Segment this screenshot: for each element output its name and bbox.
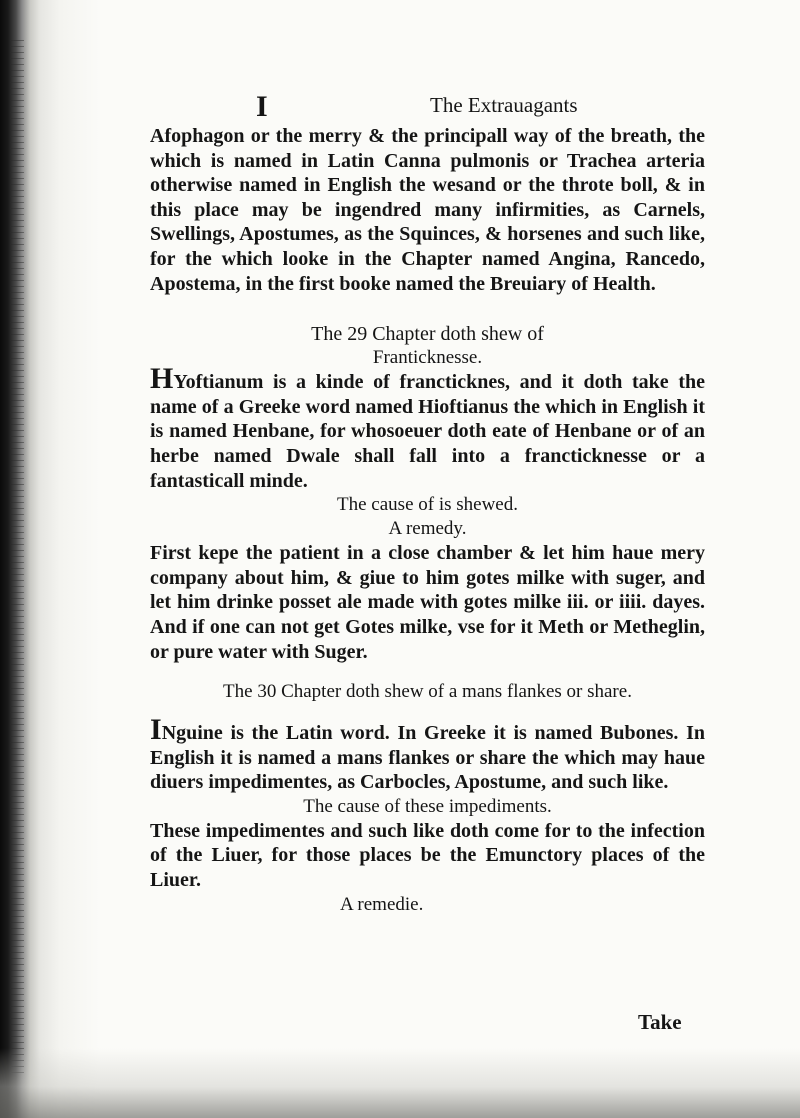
- binding-edge: [10, 40, 24, 1078]
- chapter-30-cause: The cause of these impediments.: [303, 795, 552, 817]
- chapter-30-remedy-label: A remedie.: [340, 893, 424, 915]
- catchword: Take: [638, 1010, 682, 1034]
- chapter-30-cause-body: These impedimentes and such like doth come for to the infection of the Liuer, for those places be the Emunctory places of the Liuer.: [150, 819, 705, 892]
- folio-number: I: [256, 90, 268, 123]
- book-gutter-shadow: [0, 0, 100, 1118]
- book-page: [150, 88, 770, 917]
- chapter-29-subheading: Franticknesse.: [372, 347, 483, 369]
- chapter-29-heading: The 29 Chapter doth shew of: [311, 323, 544, 346]
- paragraph-esophagus: Afophagon or the merry & the principall way of the breath, the which is named in Latin Canna pulmonis or Trachea arteria otherwise named in English the wesand or the throte boll, & in this place may be ingendred many infirmities, as Carnels, Swellings, Apostumes, as the Squinces, & horsenes and such like, for the which looke in the Chapter named Angina, Rancedo, Apostema, in the first booke named the Breuiary of Health.: [150, 125, 705, 295]
- page-bottom-shadow: [0, 1048, 800, 1118]
- chapter-30-heading: The 30 Chapter doth shew of a mans flankes or share.: [223, 681, 632, 703]
- chapter-29-remedy: First kepe the patient in a close chamber & let him haue mery company about him, & giue to him gotes milke with suger, and let him drinke posset ale made with gotes milke iii. or iiii. dayes. And if one can not get Gotes milke, vse for it Meth or Metheglin, or pure water with Suger.: [150, 542, 705, 663]
- chapter-30-body: INguine is the Latin word. In Greeke it is named Bubones. In English it is named a mans flankes or share the which may haue diuers impedimentes, as Carbocles, Apostume, and such like.: [150, 713, 705, 794]
- page-body: [150, 124, 705, 917]
- page-header: [148, 88, 770, 124]
- chapter-29-cause: The cause of is shewed.: [337, 494, 518, 516]
- chapter-29-remedy-label: A remedy.: [388, 518, 467, 540]
- running-head: The Extrauagants: [430, 93, 578, 117]
- chapter-29-body: HYoftianum is a kinde of francticknes, and it doth take the name of a Greeke word named Hioftianus the which in English it is named Henbane, for whosoeuer doth eate of Henbane or of an herbe named Dwale shall fall into a francticknesse or a fantasticall minde.: [150, 362, 705, 492]
